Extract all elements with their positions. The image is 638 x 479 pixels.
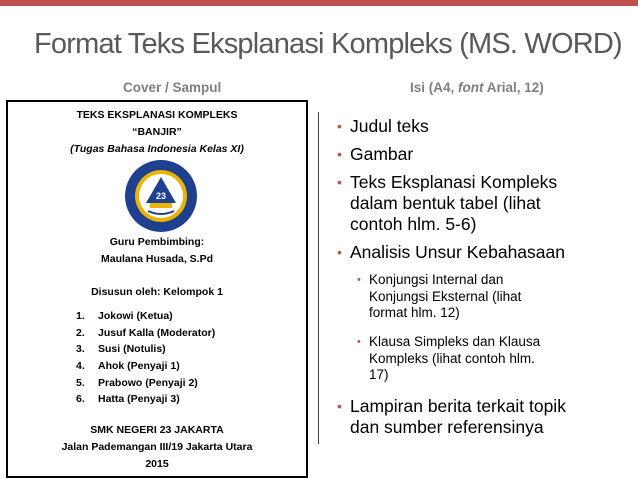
advisor-label: Guru Pembimbing: (109, 236, 205, 248)
member-item: 1. Jokowi (Ketua) (76, 310, 173, 322)
school-address: Jalan Pademangan III/19 Jakarta Utara (61, 441, 253, 453)
bullet-icon: • (337, 118, 342, 134)
bullet-item: • Analisis Unsur Kebahasaan (337, 242, 565, 262)
school-name: SMK NEGERI 23 JAKARTA (90, 424, 224, 436)
member-item: 3. Susi (Notulis) (76, 343, 166, 356)
svg-text:23: 23 (155, 191, 167, 201)
accent-bar (0, 0, 638, 6)
member-item: 2. Jusuf Kalla (Moderator) (76, 326, 216, 339)
column-divider (318, 112, 319, 444)
bullet-item: • Judul teks (337, 116, 429, 136)
bullet-icon: • (337, 174, 342, 190)
bullet-item: • Gambar (337, 144, 414, 164)
cover-column-header: Cover / Sampul (123, 80, 222, 95)
member-item: 4. Ahok (Penyaji 1) (76, 360, 180, 373)
school-logo-icon (124, 159, 198, 233)
bullet-icon: • (337, 398, 342, 414)
group-label: Disusun oleh: Kelompok 1 (91, 286, 223, 298)
bullet-item: • Lampiran berita terkait topik dan sumber referensinya (337, 396, 566, 437)
member-item: 6. Hatta (Penyaji 3) (76, 393, 180, 406)
bullet-icon: • (357, 274, 361, 286)
bullet-item: • Teks Eksplanasi Kompleks dalam bentuk tabel (lihat contoh hlm. 5-6) (337, 172, 558, 234)
advisor-name: Maulana Husada, S.Pd (100, 253, 214, 265)
sub-bullet-item: • Klausa Simpleks dan Klausa Kompleks (lihat contoh hlm. 17) (357, 334, 541, 382)
sub-bullet-item: • Konjungsi Internal dan Konjungsi Eksternal (lihat format hlm. 12) (357, 272, 522, 320)
content-column-header: Isi (A4, font Arial, 12) (410, 80, 544, 95)
bullet-icon: • (337, 244, 342, 260)
cover-year: 2015 (145, 458, 169, 470)
cover-page (6, 100, 308, 478)
slide-title: Format Teks Eksplanasi Kompleks (MS. WORD) (34, 28, 622, 60)
member-item: 5. Prabowo (Penyaji 2) (76, 376, 198, 389)
bullet-icon: • (337, 146, 342, 162)
bullet-icon: • (357, 336, 361, 348)
cover-subject: “BANJIR” (132, 126, 182, 138)
cover-heading: TEKS EKSPLANASI KOMPLEKS (76, 109, 238, 121)
member-list (76, 308, 215, 408)
cover-assignment: (Tugas Bahasa Indonesia Kelas XI) (70, 143, 244, 155)
